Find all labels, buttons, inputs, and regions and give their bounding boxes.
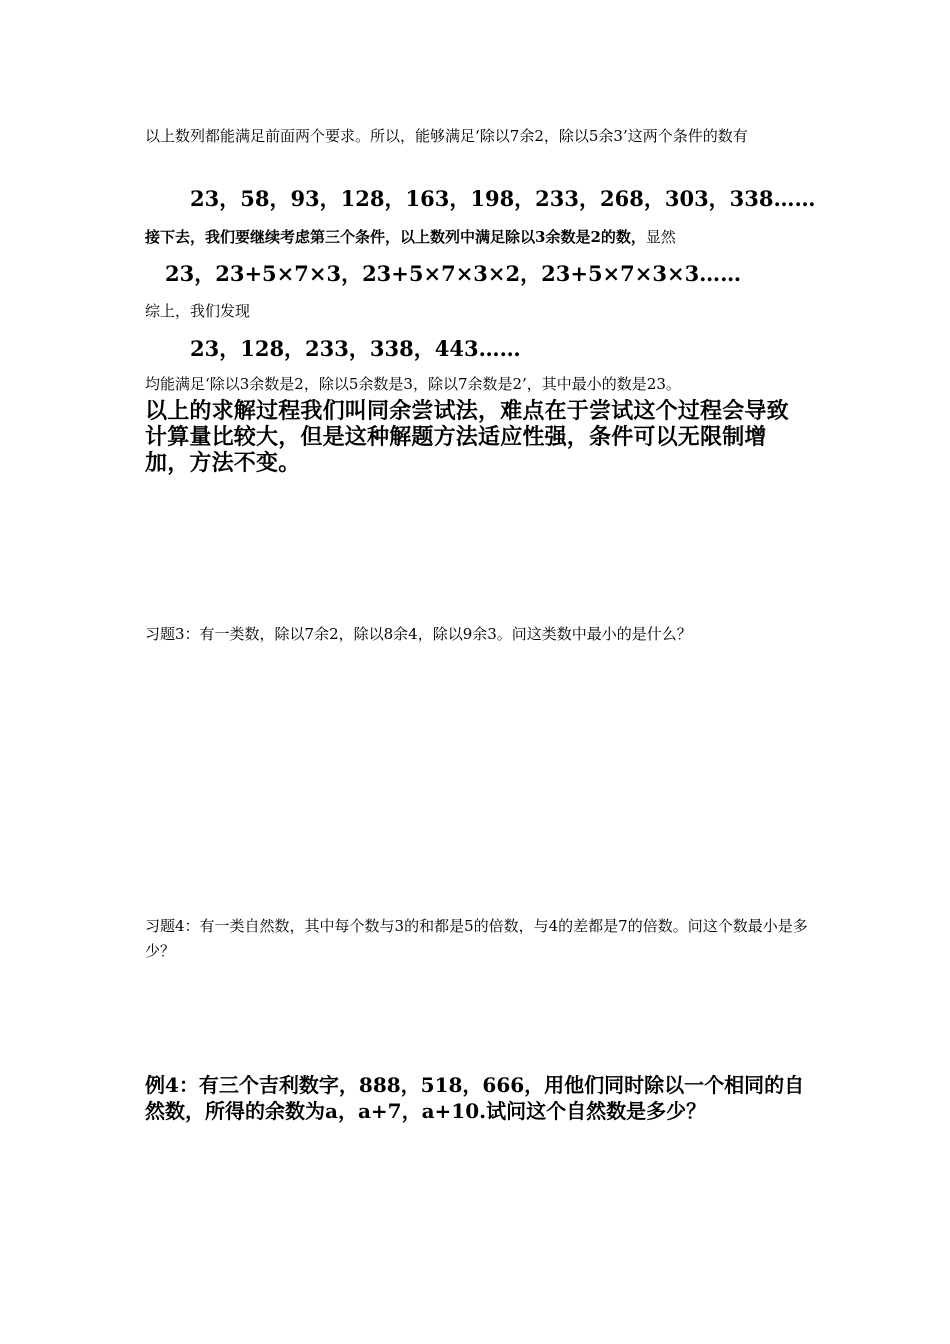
paragraph-third-condition <box>145 225 810 250</box>
sequence-1: 23，58，93，128，163，198，233，268，303，338…… <box>190 186 816 211</box>
third-condition-bold-text: 接下去，我们要继续考虑第三个条件，以上数列中满足除以3余数是2的数， <box>145 228 646 246</box>
sequence-3: 23，128，233，338，443…… <box>190 336 521 361</box>
sequence-2: 23，23+5×7×3，23+5×7×3×2，23+5×7×3×3…… <box>165 261 742 286</box>
paragraph-result: 均能满足‘除以3余数是2，除以5余数是3，除以7余数是2’，其中最小的数是23。 <box>145 375 681 393</box>
third-condition-tail-text: 显然 <box>645 228 676 246</box>
exercise-3: 习题3：有一类数，除以7余2，除以8余4，除以9余3。问这类数中最小的是什么？ <box>145 625 692 643</box>
paragraph-intro: 以上数列都能满足前面两个要求。所以，能够满足‘除以7余2，除以5余3’这两个条件的数有 <box>145 127 748 145</box>
paragraph-conclusion-lead: 综上，我们发现 <box>145 302 251 320</box>
exercise-4: 习题4：有一类自然数，其中每个数与3的和都是5的倍数，与4的差都是7的倍数。问这个数最小是多少？ <box>145 917 808 960</box>
summary-paragraph: 以上的求解过程我们叫同余尝试法，难点在于尝试这个过程会导致计算量比较大，但是这种解题方法适应性强，条件可以无限制增加，方法不变。 <box>145 398 789 476</box>
example-4: 例4：有三个吉利数字，888，518，666，用他们同时除以一个相同的自然数，所得的余数为a，a+7，a+10.试问这个自然数是多少？ <box>145 1073 805 1123</box>
